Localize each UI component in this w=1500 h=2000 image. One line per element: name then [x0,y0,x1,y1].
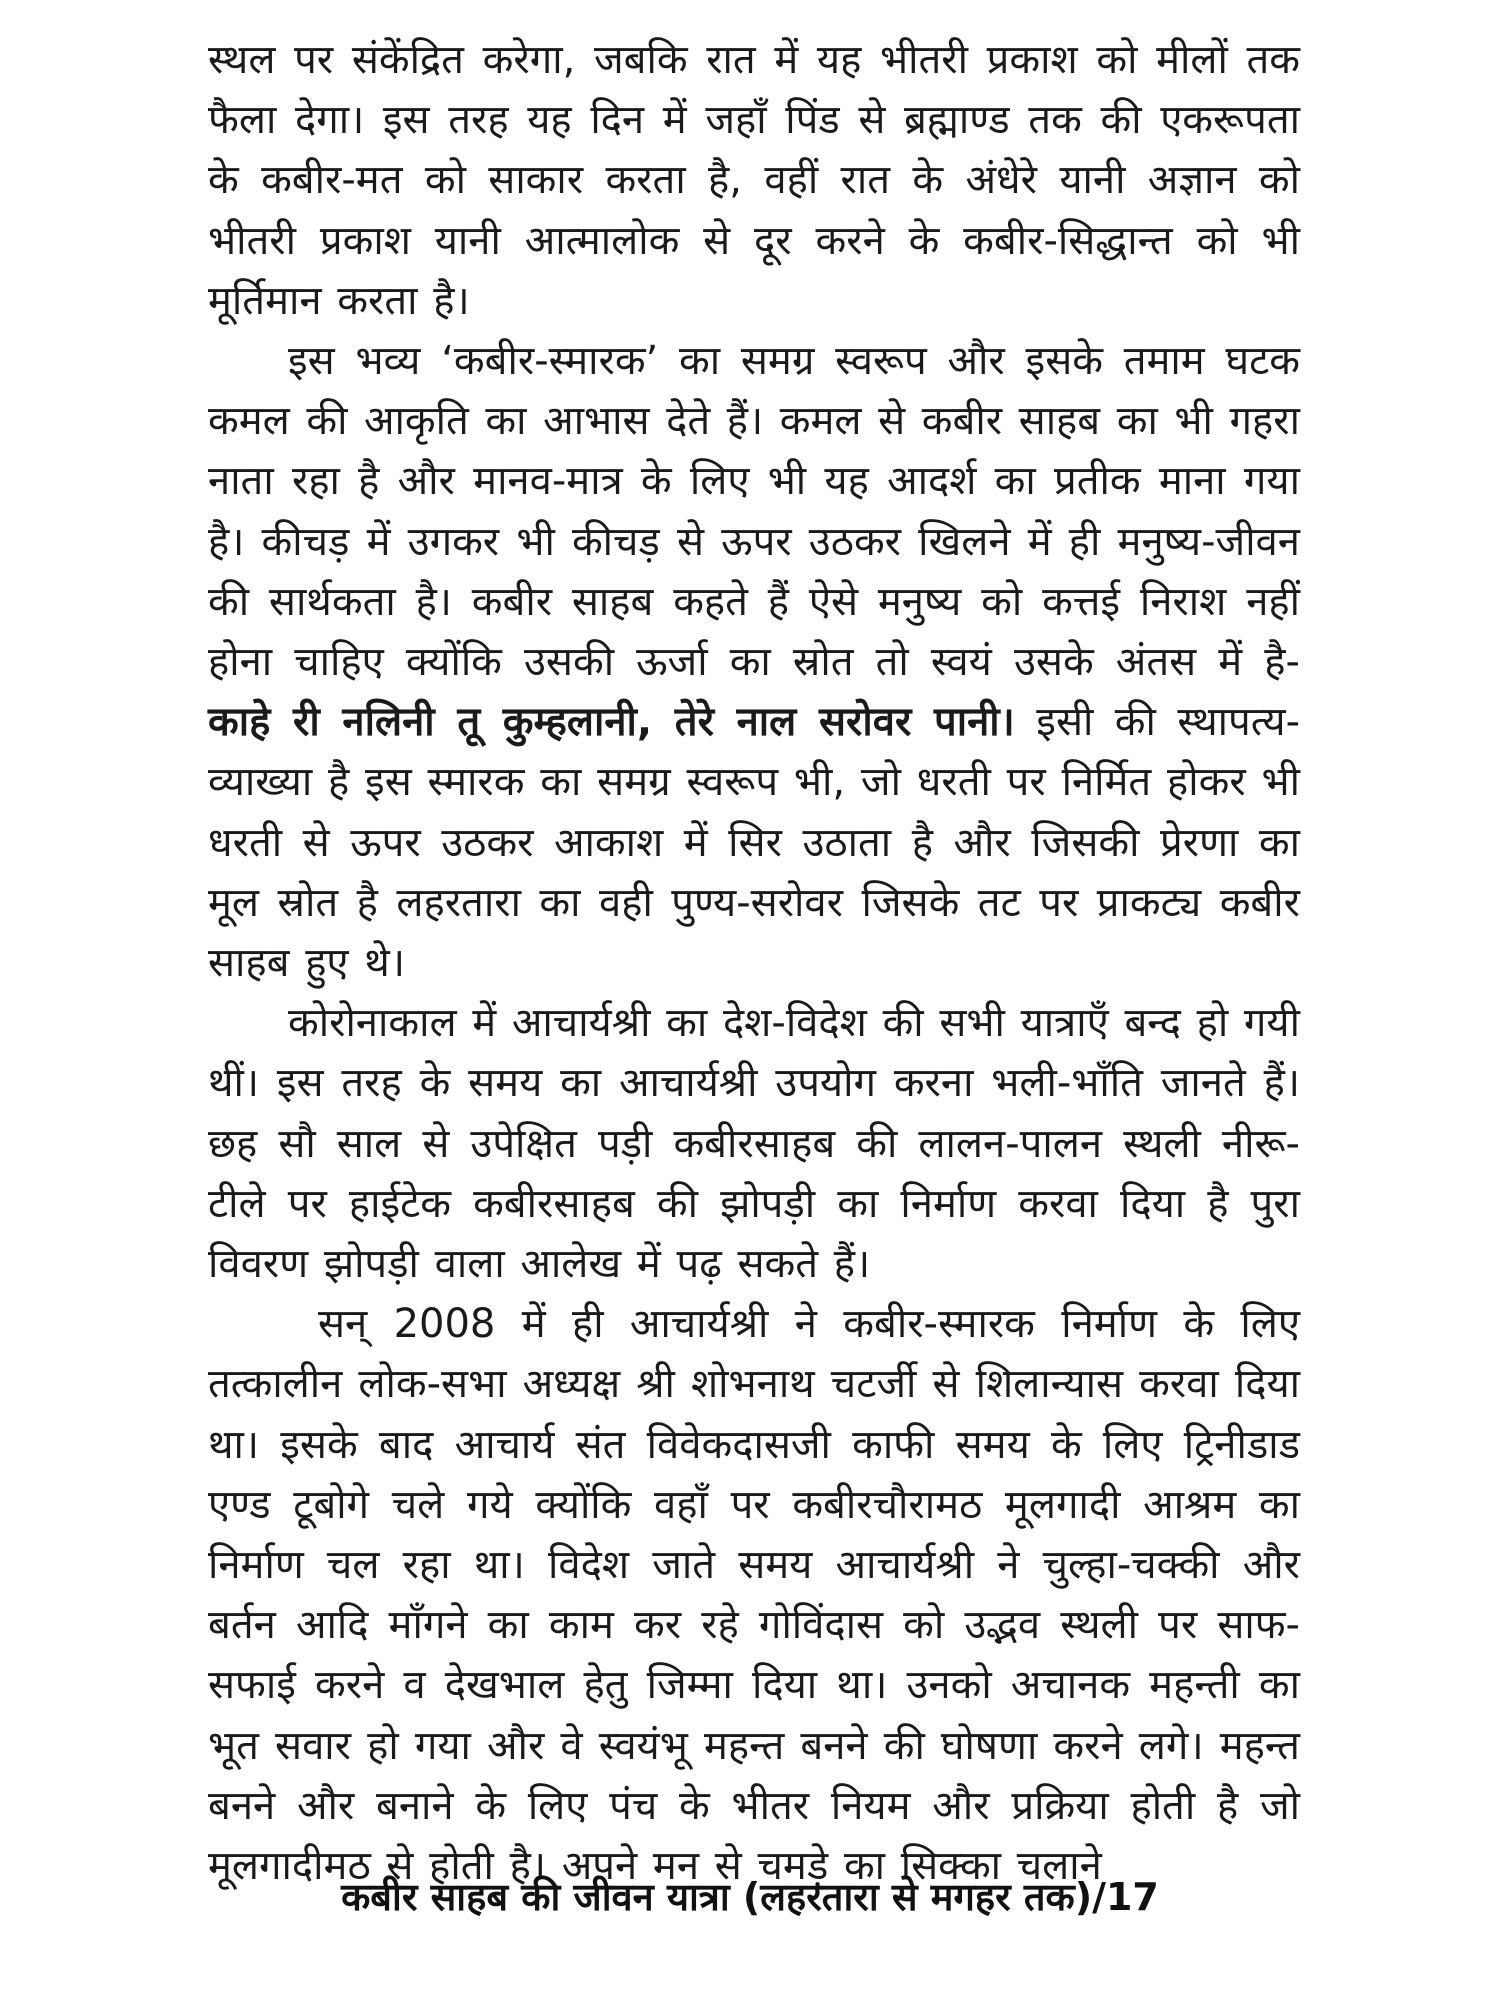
page-footer: कबीर साहब की जीवन यात्रा (लहरतारा से मगहर तक)/17 [341,1875,1159,1919]
paragraph-3: कोरोनाकाल में आचार्यश्री का देश-विदेश की सभी यात्राएँ बन्द हो गयी थीं। इस तरह के समय का आचार्यश्री उपयोग करना भली-भाँति जानते हैं। छह सौ साल से उपेक्षित पड़ी कबीरसाहब की लालन-पालन स्थली नीरू-टीले पर हाईटेक कबीरसाहब की झोपड़ी का निर्माण करवा दिया है पुरा विवरण झोपड़ी वाला आलेख में पढ़ सकते हैं। [208,1000,1300,1288]
paragraph-2 [208,331,1300,993]
paragraph-2-text-after: इसी की स्थापत्य-व्याख्या है इस स्मारक का समग्र स्वरूप भी, जो धरती पर निर्मित होकर भी धरती से ऊपर उठकर आकाश में सिर उठाता है और जिसकी प्रेरणा का मूल स्रोत है लहरतारा का वही पुण्य-सरोवर जिसके तट पर प्राकट्य कबीर साहब हुए थे। [208,699,1300,987]
paragraph-1: स्थल पर संकेंद्रित करेगा, जबकि रात में यह भीतरी प्रकाश को मीलों तक फैला देगा। इस तरह यह दिन में जहाँ पिंड से ब्रह्माण्ड तक की एकरूपता के कबीर-मत को साकार करता है, वहीं रात के अंधेरे यानी अज्ञान को भीतरी प्रकाश यानी आत्मालोक से दूर करने के कबीर-सिद्धान्त को भी मूर्तिमान करता है। [208,37,1300,324]
paragraph-4: सन् 2008 में ही आचार्यश्री ने कबीर-स्मारक निर्माण के लिए तत्कालीन लोक-सभा अध्यक्ष श्री शोभनाथ चटर्जी से शिलान्यास करवा दिया था। इसके बाद आचार्य संत विवेकदासजी काफी समय के लिए ट्रिनीडाड एण्ड टूबोगे चले गये क्योंकि वहाँ पर कबीरचौरामठ मूलगादी आश्रम का निर्माण चल रहा था। विदेश जाते समय आचार्यश्री ने चुल्हा-चक्की और बर्तन आदि माँगने का काम कर रहे गोविंदास को उद्भव स्थली पर साफ-सफाई करने व देखभाल हेतु जिम्मा दिया था। उनको अचानक महन्ती का भूत सवार हो गया और वे स्वयंभू महन्त बनने की घोषणा करने लगे। महन्त बनने और बनाने के लिए पंच के भीतर नियम और प्रक्रिया होती है जो मूलगादीमठ से होती है। अपने मन से चमड़े का सिक्का चलाने [208,1301,1300,1890]
document-page [208,30,1300,1890]
paragraph-2-text-before: इस भव्य ‘कबीर-स्मारक’ का समग्र स्वरूप और इसके तमाम घटक कमल की आकृति का आभास देते हैं। कमल से कबीर साहब का भी गहरा नाता रहा है और मानव-मात्र के लिए भी यह आदर्श का प्रतीक माना गया है। कीचड़ में उगकर भी कीचड़ से ऊपर उठकर खिलने में ही मनुष्य-जीवन की सार्थकता है। कबीर साहब कहते हैं ऐसे मनुष्य को कत्तई निराश नहीं होना चाहिए क्योंकि उसकी ऊर्जा का स्रोत तो स्वयं उसके अंतस में है- [208,338,1300,686]
paragraph-2-verse-quote: काहे री नलिनी तू कुम्हलानी, तेरे नाल सरोवर पानी। [208,699,1015,746]
